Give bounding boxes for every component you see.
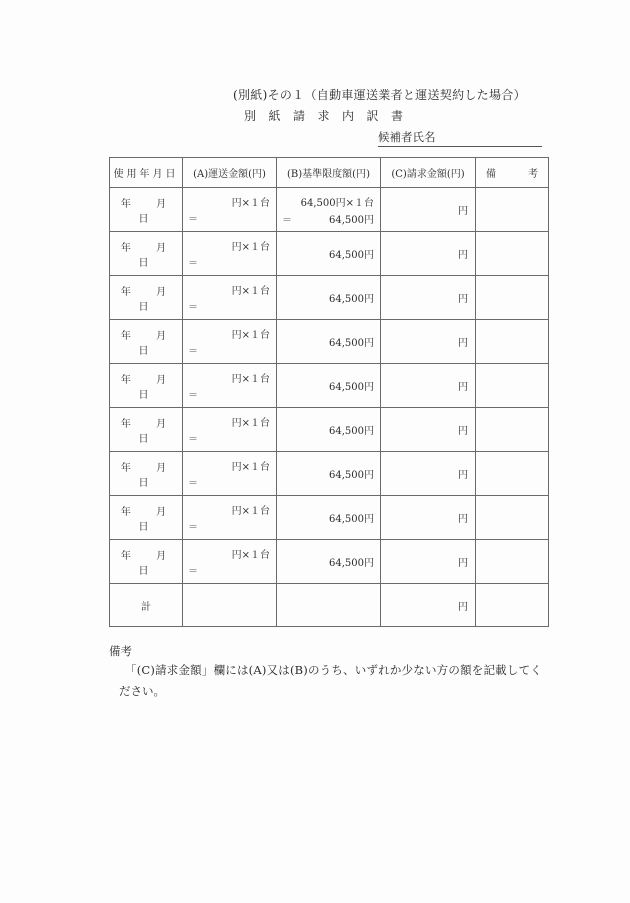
amount-per-vehicle: 円×１台 — [231, 242, 270, 253]
remarks-cell[interactable] — [476, 276, 549, 320]
usage-date-cell[interactable]: 年 月 日 — [110, 320, 183, 364]
amount-per-vehicle: 円×１台 — [231, 418, 270, 429]
table-row — [110, 232, 549, 276]
usage-date-cell[interactable]: 年 月 日 — [110, 540, 183, 584]
equals-sign: ＝ — [282, 215, 292, 226]
transport-amount-cell[interactable] — [183, 276, 277, 320]
notes-text-line-2: ださい。 — [119, 684, 165, 698]
limit-amount-cell: 64,500円 — [277, 364, 381, 408]
total-limit-amount-cell — [277, 584, 381, 627]
claim-amount-cell[interactable]: 円 — [381, 496, 476, 540]
usage-date-cell[interactable]: 年 月 日 — [110, 364, 183, 408]
amount-per-vehicle: 円×１台 — [231, 286, 270, 297]
limit-amount-cell: 64,500円 — [277, 320, 381, 364]
column-header-claim-amount: (C)請求金額(円) — [381, 158, 476, 188]
total-claim-amount-cell[interactable]: 円 — [381, 584, 476, 627]
remarks-cell[interactable] — [476, 496, 549, 540]
table-row — [110, 188, 549, 232]
table-row — [110, 276, 549, 320]
document-subtitle: (別紙)その１（自動車運送業者と運送契約した場合） — [233, 88, 526, 102]
remarks-cell[interactable] — [476, 364, 549, 408]
claim-amount-cell[interactable]: 円 — [381, 540, 476, 584]
remarks-cell[interactable] — [476, 232, 549, 276]
table-row — [110, 320, 549, 364]
usage-date-cell[interactable]: 年 月 日 — [110, 408, 183, 452]
remarks-header-left: 備 — [486, 169, 496, 180]
table-row — [110, 452, 549, 496]
transport-amount-cell[interactable] — [183, 364, 277, 408]
table-row — [110, 364, 549, 408]
table-header-row — [110, 158, 549, 188]
table-row — [110, 408, 549, 452]
limit-amount-cell: 64,500円 — [277, 496, 381, 540]
limit-amount-cell: 64,500円 — [277, 276, 381, 320]
limit-amount-cell: 64,500円 — [277, 232, 381, 276]
equals-sign: ＝ — [188, 346, 198, 357]
claim-amount-cell[interactable]: 円 — [381, 276, 476, 320]
usage-date-cell[interactable]: 年 月 日 — [110, 496, 183, 540]
candidate-name-field[interactable] — [378, 129, 542, 147]
amount-per-vehicle: 円×１台 — [231, 330, 270, 341]
amount-per-vehicle: 円×１台 — [231, 550, 270, 561]
usage-date-cell[interactable]: 年 月 日 — [110, 232, 183, 276]
claim-amount-cell[interactable]: 円 — [381, 408, 476, 452]
transport-amount-cell[interactable] — [183, 320, 277, 364]
transport-amount-cell[interactable] — [183, 408, 277, 452]
amount-per-vehicle: 円×１台 — [231, 506, 270, 517]
amount-per-vehicle: 円×１台 — [231, 374, 270, 385]
total-transport-amount-cell — [183, 584, 277, 627]
equals-sign: ＝ — [188, 522, 198, 533]
total-row — [110, 584, 549, 627]
limit-amount-cell — [277, 188, 381, 232]
column-header-transport-amount: (A)運送金額(円) — [183, 158, 277, 188]
usage-date-cell[interactable]: 年 月 日 — [110, 188, 183, 232]
total-remarks-cell — [476, 584, 549, 627]
total-label: 計 — [110, 584, 183, 627]
amount-per-vehicle: 円×１台 — [231, 462, 270, 473]
document-title: 別紙請求内訳書 — [244, 109, 416, 123]
equals-sign: ＝ — [188, 434, 198, 445]
limit-amount-cell: 64,500円 — [277, 408, 381, 452]
usage-date-cell[interactable]: 年 月 日 — [110, 276, 183, 320]
transport-amount-cell[interactable] — [183, 452, 277, 496]
notes-text-line-1: 「(C)請求金額」欄には(A)又は(B)のうち、いずれか少ない方の額を記載してく — [125, 663, 542, 677]
transport-amount-cell[interactable] — [183, 232, 277, 276]
limit-amount-value: 64,500円 — [329, 215, 374, 226]
limit-amount-cell: 64,500円 — [277, 452, 381, 496]
transport-amount-cell[interactable] — [183, 496, 277, 540]
remarks-cell[interactable] — [476, 408, 549, 452]
transport-amount-cell[interactable] — [183, 188, 277, 232]
equals-sign: ＝ — [188, 214, 198, 225]
table-row — [110, 540, 549, 584]
equals-sign: ＝ — [188, 302, 198, 313]
amount-per-vehicle: 円×１台 — [231, 198, 270, 209]
equals-sign: ＝ — [188, 258, 198, 269]
remarks-header-right: 考 — [528, 169, 538, 180]
claim-amount-cell[interactable]: 円 — [381, 452, 476, 496]
equals-sign: ＝ — [188, 566, 198, 577]
notes-heading: 備考 — [109, 644, 132, 658]
claims-table — [109, 157, 549, 627]
claim-amount-cell[interactable]: 円 — [381, 364, 476, 408]
equals-sign: ＝ — [188, 478, 198, 489]
remarks-cell[interactable] — [476, 320, 549, 364]
claim-amount-cell[interactable]: 円 — [381, 188, 476, 232]
equals-sign: ＝ — [188, 390, 198, 401]
transport-amount-cell[interactable] — [183, 540, 277, 584]
column-header-date: 使用年月日 — [110, 158, 183, 188]
usage-date-cell[interactable]: 年 月 日 — [110, 452, 183, 496]
table-row — [110, 496, 549, 540]
limit-amount-cell: 64,500円 — [277, 540, 381, 584]
claim-amount-cell[interactable]: 円 — [381, 320, 476, 364]
column-header-remarks — [476, 158, 549, 188]
remarks-cell[interactable] — [476, 540, 549, 584]
column-header-limit-amount: (B)基準限度額(円) — [277, 158, 381, 188]
remarks-cell[interactable] — [476, 188, 549, 232]
remarks-cell[interactable] — [476, 452, 549, 496]
candidate-name-label: 候補者氏名 — [378, 130, 436, 144]
claim-amount-cell[interactable]: 円 — [381, 232, 476, 276]
limit-per-vehicle: 64,500円×１台 — [300, 198, 374, 209]
